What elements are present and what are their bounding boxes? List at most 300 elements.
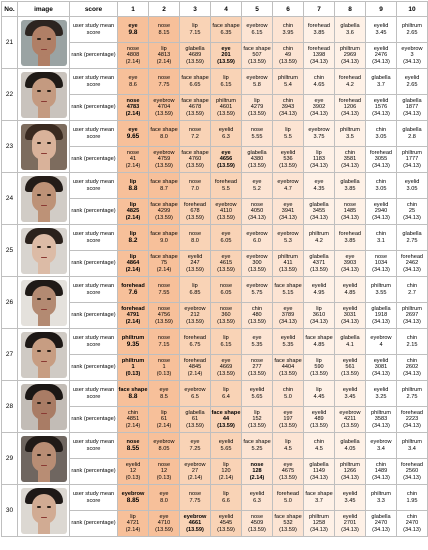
user-score-cell	[366, 381, 397, 407]
rank-percentage: (34.13)	[310, 214, 328, 221]
feature-label: philtrum	[340, 127, 360, 134]
score-value: 6.3	[222, 133, 230, 140]
face-eye-left	[37, 90, 41, 92]
rank-value: 536	[283, 156, 293, 163]
feature-label: chin	[251, 306, 263, 313]
header-rank-9: 9	[366, 2, 397, 17]
feature-label: nose	[250, 358, 264, 365]
rank-percentage: (13.59)	[186, 422, 204, 429]
user-score-cell	[335, 329, 366, 355]
feature-label: eyebrow	[183, 514, 207, 521]
rank-value: 152	[252, 416, 262, 423]
feature-label: nose	[126, 98, 140, 105]
rank-cell	[180, 43, 211, 69]
label-rank: rank (percentage)	[70, 303, 118, 329]
score-value: 5.0	[284, 497, 292, 504]
rank-value: 27	[191, 468, 199, 475]
face-head	[32, 182, 56, 212]
rank-cell	[397, 147, 428, 173]
rank-cell	[242, 251, 273, 277]
user-score-cell	[149, 277, 180, 303]
feature-label: chin	[282, 23, 294, 30]
score-value: 8.55	[126, 444, 140, 452]
rank-value: 4545	[219, 520, 233, 527]
feature-label: eyelid	[342, 491, 358, 498]
rank-percentage: (13.59)	[217, 162, 235, 169]
rank-percentage: (13.59)	[186, 214, 204, 221]
rank-value: 4615	[219, 260, 233, 267]
rank-percentage: (34.13)	[403, 474, 421, 481]
feature-label: eye	[252, 179, 262, 186]
user-score-cell	[242, 121, 273, 147]
feature-label: philtrum	[371, 283, 391, 290]
feature-label: eyelid	[342, 306, 358, 313]
table-row	[2, 433, 428, 459]
rank-value: 4656	[219, 156, 233, 163]
feature-label: philtrum	[309, 231, 329, 238]
rank-percentage: (2.14)	[125, 266, 141, 273]
rank-value: 1485	[343, 208, 357, 215]
rank-cell	[335, 147, 366, 173]
table-body	[2, 17, 428, 537]
face-image	[21, 384, 67, 430]
score-value: 5.0	[284, 393, 292, 400]
rank-cell	[366, 43, 397, 69]
feature-label: forehead	[400, 254, 424, 261]
feature-label: philtrum	[121, 358, 145, 365]
rank-cell	[211, 43, 242, 69]
rank-cell	[397, 355, 428, 381]
user-score-cell	[211, 433, 242, 459]
header-rank-3: 3	[180, 2, 211, 17]
rank-percentage: (34.13)	[372, 110, 390, 117]
rank-value: 1258	[312, 520, 326, 527]
feature-label: face shape	[181, 75, 209, 82]
user-score-cell	[211, 225, 242, 251]
rank-cell	[273, 251, 304, 277]
rank-cell	[242, 95, 273, 121]
feature-label: forehead	[307, 23, 331, 30]
feature-label: lip	[316, 358, 322, 365]
feature-label: lip	[223, 462, 229, 469]
rank-cell	[304, 43, 335, 69]
rank-value: 411	[283, 260, 293, 267]
rank-cell	[366, 407, 397, 433]
feature-label: eye	[221, 254, 231, 261]
user-score-cell	[149, 173, 180, 199]
face-mouth	[41, 361, 47, 363]
feature-label: face shape	[274, 514, 302, 521]
rank-percentage: (13.59)	[279, 474, 297, 481]
user-score-cell	[273, 381, 304, 407]
score-value: 6.05	[220, 237, 232, 244]
feature-label: philtrum	[340, 46, 360, 53]
rank-percentage: (2.14)	[125, 110, 141, 117]
feature-label: chin	[406, 358, 418, 365]
face-eye-right	[47, 350, 51, 352]
feature-label: forehead	[307, 46, 331, 53]
feature-label: glabella	[402, 98, 422, 105]
rank-cell	[149, 95, 180, 121]
rank-cell	[304, 355, 335, 381]
user-score-cell	[273, 69, 304, 95]
rank-cell	[304, 459, 335, 485]
row-number: 26	[2, 277, 18, 329]
rank-percentage: (13.59)	[155, 526, 173, 533]
feature-label: eyelid	[249, 491, 265, 498]
label-user-study: user study mean score	[70, 173, 118, 199]
feature-label: glabella	[371, 306, 391, 313]
header-no: No.	[2, 2, 18, 17]
score-value: 5.75	[251, 289, 263, 296]
rank-percentage: (34.13)	[403, 422, 421, 429]
face-head	[32, 78, 56, 108]
feature-label: eyebrow	[246, 75, 268, 82]
header-rank-2: 2	[149, 2, 180, 17]
rank-percentage: (13.59)	[279, 422, 297, 429]
user-score-cell	[149, 69, 180, 95]
label-rank: rank (percentage)	[70, 407, 118, 433]
score-value: 3.05	[406, 185, 418, 192]
user-score-cell	[273, 329, 304, 355]
user-score-cell	[118, 381, 149, 407]
rank-value: 201	[221, 52, 231, 59]
rank-cell	[242, 303, 273, 329]
rank-value: 3943	[281, 104, 295, 111]
rank-cell	[273, 199, 304, 225]
score-value: 4.2	[315, 237, 323, 244]
user-score-cell	[180, 433, 211, 459]
feature-label: eyelid	[342, 358, 358, 365]
user-score-cell	[118, 69, 149, 95]
rank-cell	[211, 95, 242, 121]
score-value: 8.0	[160, 133, 168, 140]
feature-label: nose	[343, 202, 357, 209]
rank-cell	[118, 407, 149, 433]
user-score-cell	[304, 485, 335, 511]
rank-percentage: (34.13)	[341, 526, 359, 533]
table-row	[2, 173, 428, 199]
rank-percentage: (34.13)	[310, 110, 328, 117]
feature-label: chin	[406, 335, 418, 342]
rank-cell	[397, 459, 428, 485]
rank-value: 25	[408, 208, 416, 215]
rank-value: 480	[252, 312, 262, 319]
rank-value: 4791	[126, 312, 140, 319]
feature-label: chin	[406, 202, 418, 209]
user-score-cell	[273, 485, 304, 511]
score-value: 8.85	[126, 496, 140, 504]
rank-percentage: (2.14)	[156, 58, 172, 65]
rank-cell	[118, 251, 149, 277]
feature-label: lip	[223, 387, 229, 394]
rank-cell	[211, 147, 242, 173]
rank-value: 212	[190, 312, 200, 319]
feature-label: chin	[313, 75, 325, 82]
user-score-cell	[304, 225, 335, 251]
rank-value: 4710	[157, 520, 171, 527]
feature-label: eye	[283, 410, 293, 417]
feature-label: eyelid	[280, 150, 296, 157]
label-user-study: user study mean score	[70, 225, 118, 251]
rank-percentage: (13.59)	[217, 58, 235, 65]
feature-label: forehead	[214, 179, 238, 186]
feature-label: chin	[282, 98, 294, 105]
rank-cell	[397, 511, 428, 537]
score-value: 2.7	[408, 289, 416, 296]
rank-percentage: (34.13)	[403, 370, 421, 377]
rank-value: 4721	[126, 520, 140, 527]
face-head	[32, 390, 56, 420]
user-score-cell	[273, 17, 304, 43]
rank-cell	[397, 43, 428, 69]
score-value: 5.2	[253, 185, 261, 192]
feature-label: nose	[188, 231, 202, 238]
score-value: 9.65	[126, 132, 140, 140]
feature-label: chin	[344, 150, 356, 157]
rank-value: 1489	[374, 468, 388, 475]
rank-cell	[304, 199, 335, 225]
score-value: 5.55	[251, 133, 263, 140]
score-value: 4.5	[284, 445, 292, 452]
feature-label: face shape	[150, 231, 178, 238]
rank-cell	[335, 251, 366, 277]
user-score-cell	[118, 433, 149, 459]
feature-label: chin	[406, 514, 418, 521]
rank-percentage: (34.13)	[341, 110, 359, 117]
score-value: 2.15	[406, 341, 418, 348]
header-rank-4: 4	[211, 2, 242, 17]
feature-label: eyebrow	[121, 491, 145, 498]
feature-label: nose	[250, 127, 264, 134]
face-image-cell	[18, 17, 70, 69]
user-score-cell	[304, 69, 335, 95]
rank-value: 44	[222, 416, 230, 423]
rank-value: 3581	[343, 156, 357, 163]
user-score-cell	[273, 277, 304, 303]
score-value: 3.4	[377, 445, 385, 452]
rank-cell	[397, 407, 428, 433]
user-score-cell	[242, 485, 273, 511]
rank-cell	[118, 511, 149, 537]
row-number: 29	[2, 433, 18, 485]
feature-label: eyebrow	[246, 283, 268, 290]
rank-percentage: (34.13)	[403, 58, 421, 65]
header-rank-6: 6	[273, 2, 304, 17]
rank-cell	[242, 199, 273, 225]
score-value: 4.45	[313, 393, 325, 400]
table-row	[2, 17, 428, 43]
feature-label: eye	[283, 462, 293, 469]
feature-label: eyelid	[373, 46, 389, 53]
rank-value: 4509	[250, 520, 264, 527]
rank-value: 4380	[250, 156, 264, 163]
rank-value: 75	[160, 260, 168, 267]
face-image	[21, 20, 67, 66]
feature-label: philtrum	[402, 439, 422, 446]
feature-label: nose	[126, 46, 140, 53]
score-value: 6.3	[253, 497, 261, 504]
feature-label: eyebrow	[401, 46, 423, 53]
feature-label: face shape	[243, 439, 271, 446]
score-value: 6.5	[191, 393, 199, 400]
face-mouth	[41, 101, 47, 103]
feature-label: forehead	[338, 75, 362, 82]
feature-label: lip	[285, 439, 291, 446]
feature-label: forehead	[121, 306, 145, 313]
user-score-cell	[335, 485, 366, 511]
face-mouth	[41, 257, 47, 259]
feature-label: eyebrow	[184, 462, 206, 469]
rank-value: 4279	[250, 104, 264, 111]
rank-percentage: (34.13)	[279, 110, 297, 117]
rank-percentage: (2.14)	[249, 474, 265, 481]
face-eye-left	[37, 142, 41, 144]
feature-label: glabella	[371, 75, 391, 82]
feature-label: nose	[126, 150, 140, 157]
face-image	[21, 332, 67, 378]
feature-label: eyelid	[342, 387, 358, 394]
feature-label: eyelid	[125, 462, 141, 469]
feature-label: chin	[406, 283, 418, 290]
face-eye-right	[47, 402, 51, 404]
score-value: 4.1	[346, 341, 354, 348]
rank-value: 4211	[343, 416, 357, 423]
rank-percentage: (34.13)	[372, 162, 390, 169]
feature-label: eyebrow	[246, 254, 268, 261]
rank-value: 247	[190, 260, 200, 267]
feature-label: nose	[219, 306, 233, 313]
score-value: 3.55	[375, 289, 387, 296]
score-value: 3.5	[346, 133, 354, 140]
feature-label: philtrum	[121, 335, 145, 342]
rank-percentage: (34.13)	[372, 266, 390, 273]
rank-cell	[242, 147, 273, 173]
feature-label: philtrum	[402, 23, 422, 30]
feature-label: forehead	[400, 462, 424, 469]
feature-label: face shape	[243, 46, 271, 53]
user-score-cell	[335, 69, 366, 95]
score-value: 6.4	[222, 393, 230, 400]
rank-cell	[211, 303, 242, 329]
feature-label: lip	[285, 127, 291, 134]
rank-cell	[180, 303, 211, 329]
user-score-cell	[149, 381, 180, 407]
score-value: 9.0	[160, 237, 168, 244]
user-score-cell	[304, 433, 335, 459]
score-value: 3.75	[313, 133, 325, 140]
user-score-cell	[397, 433, 428, 459]
rank-cell	[273, 303, 304, 329]
feature-label: eyelid	[311, 283, 327, 290]
feature-label: nose	[126, 439, 140, 446]
feature-label: eye	[128, 75, 138, 82]
feature-label: eyelid	[218, 127, 234, 134]
face-mouth	[41, 153, 47, 155]
rank-value: 4808	[126, 52, 140, 59]
rank-value: 489	[314, 416, 324, 423]
user-score-cell	[335, 433, 366, 459]
rank-cell	[273, 95, 304, 121]
face-eye-right	[47, 38, 51, 40]
results-table-wrapper	[1, 1, 427, 537]
user-score-cell	[366, 277, 397, 303]
user-score-cell	[180, 277, 211, 303]
score-value: 4.65	[313, 81, 325, 88]
feature-label: eyelid	[249, 387, 265, 394]
header-rank-1: 1	[118, 2, 149, 17]
rank-cell	[366, 147, 397, 173]
face-eye-right	[47, 90, 51, 92]
rank-value: 4050	[250, 208, 264, 215]
user-score-cell	[149, 485, 180, 511]
user-score-cell	[335, 225, 366, 251]
score-value: 5.35	[251, 341, 263, 348]
rank-percentage: (34.13)	[372, 526, 390, 533]
score-value: 6.35	[220, 29, 232, 36]
row-number: 25	[2, 225, 18, 277]
rank-percentage: (13.59)	[310, 422, 328, 429]
header-image: image	[18, 2, 70, 17]
feature-label: nose	[157, 462, 171, 469]
rank-percentage: (13.59)	[155, 110, 173, 117]
user-score-cell	[242, 17, 273, 43]
face-image	[21, 176, 67, 222]
label-rank: rank (percentage)	[70, 251, 118, 277]
rank-value: 1	[131, 364, 135, 371]
row-number: 22	[2, 69, 18, 121]
rank-percentage: (0.13)	[125, 370, 141, 377]
feature-label: philtrum	[371, 410, 391, 417]
rank-value: 12	[160, 468, 168, 475]
rank-cell	[273, 355, 304, 381]
label-rank: rank (percentage)	[70, 43, 118, 69]
rank-value: 3031	[343, 312, 357, 319]
feature-label: forehead	[338, 231, 362, 238]
feature-label: glabella	[402, 231, 422, 238]
feature-label: glabella	[309, 202, 329, 209]
feature-label: lip	[192, 23, 198, 30]
rank-value: 4845	[188, 364, 202, 371]
feature-label: nose	[157, 283, 171, 290]
rank-cell	[149, 355, 180, 381]
rank-cell	[304, 251, 335, 277]
feature-label: nose	[374, 254, 388, 261]
face-eye-left	[37, 38, 41, 40]
rank-percentage: (13.59)	[155, 318, 173, 325]
rank-percentage: (34.13)	[403, 110, 421, 117]
rank-percentage: (13.59)	[217, 266, 235, 273]
rank-percentage: (34.13)	[372, 58, 390, 65]
user-score-cell	[273, 225, 304, 251]
feature-label: eyelid	[373, 387, 389, 394]
score-value: 1.95	[406, 497, 418, 504]
user-score-cell	[242, 277, 273, 303]
score-value: 5.65	[251, 393, 263, 400]
rank-cell	[335, 43, 366, 69]
rank-percentage: (13.59)	[341, 370, 359, 377]
header-row	[2, 2, 428, 17]
rank-cell	[397, 199, 428, 225]
label-rank: rank (percentage)	[70, 355, 118, 381]
rank-cell	[242, 43, 273, 69]
score-value: 5.35	[282, 341, 294, 348]
rank-cell	[149, 303, 180, 329]
rank-percentage: (34.13)	[403, 214, 421, 221]
rank-percentage: (0.13)	[156, 370, 172, 377]
face-eye-left	[37, 454, 41, 456]
feature-label: philtrum	[216, 98, 236, 105]
